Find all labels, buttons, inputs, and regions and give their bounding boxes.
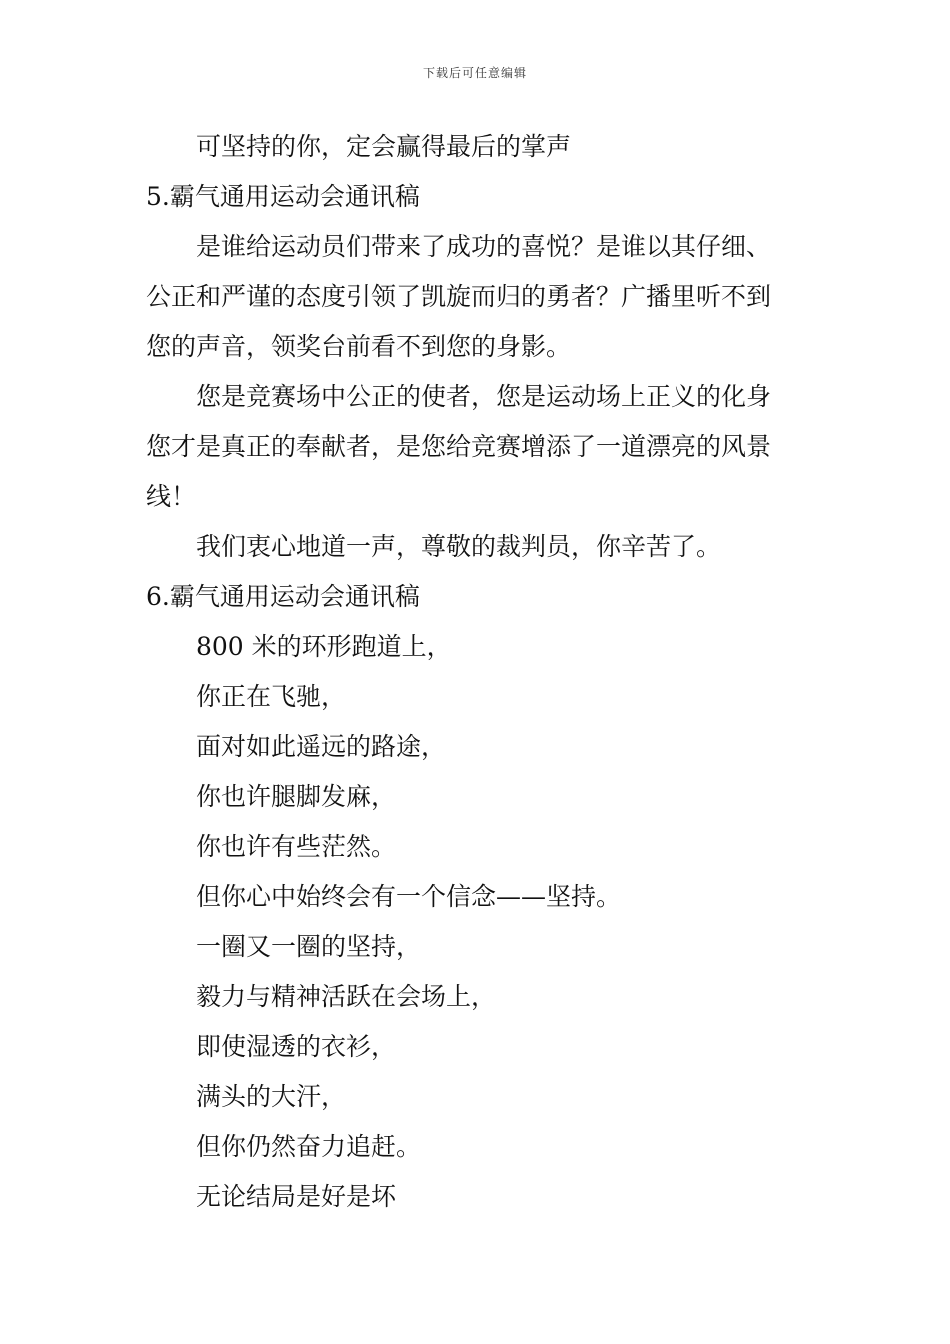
text-line: 线！	[146, 482, 197, 511]
poem-line: 满头的大汗，	[196, 1082, 347, 1111]
text-line: 您的声音，领奖台前看不到您的身影。	[146, 332, 572, 361]
poem-line: 面对如此遥远的路途，	[196, 732, 447, 761]
page-header: 下载后可任意编辑	[422, 66, 527, 80]
text-line: 我们衷心地道一声，尊敬的裁判员，你辛苦了。	[196, 532, 722, 561]
text-line: 公正和严谨的态度引领了凯旋而归的勇者？广播里听不到	[146, 282, 772, 311]
poem-line: 你也许腿脚发麻，	[196, 782, 397, 811]
poem-line: 但你心中始终会有一个信念——坚持。	[196, 882, 622, 911]
poem-line: 你也许有些茫然。	[196, 832, 397, 861]
text-line: 是谁给运动员们带来了成功的喜悦？是谁以其仔细、	[196, 232, 772, 261]
poem-line: 一圈又一圈的坚持，	[196, 932, 422, 961]
text-line: 您才是真正的奉献者，是您给竞赛增添了一道漂亮的风景	[146, 432, 772, 461]
section-heading: 6.霸气通用运动会通讯稿	[146, 582, 420, 611]
document-body	[146, 122, 816, 1222]
section-heading: 5.霸气通用运动会通讯稿	[146, 182, 420, 211]
poem-line: 但你仍然奋力追赶。	[196, 1132, 422, 1161]
poem-line: 无论结局是好是坏	[196, 1182, 397, 1211]
poem-line: 即使湿透的衣衫，	[196, 1032, 397, 1061]
text-line: 可坚持的你，定会赢得最后的掌声	[196, 132, 572, 161]
poem-line: 毅力与精神活跃在会场上，	[196, 982, 497, 1011]
poem-line: 你正在飞驰，	[196, 682, 347, 711]
poem-line: 800 米的环形跑道上，	[196, 632, 452, 661]
text-line: 您是竞赛场中公正的使者，您是运动场上正义的化身	[196, 382, 772, 411]
